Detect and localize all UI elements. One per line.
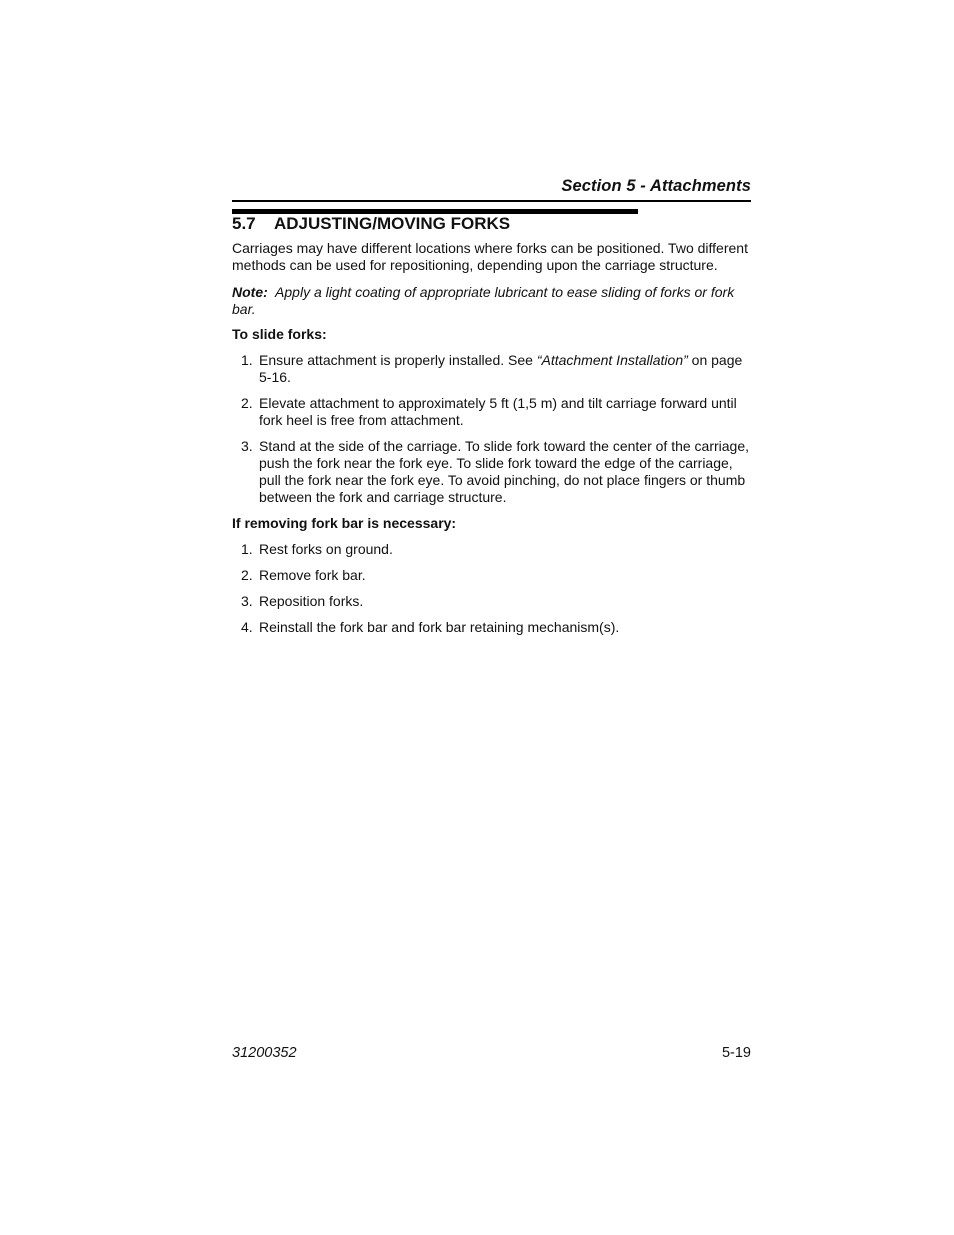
intro-paragraph: Carriages may have different locations where forks can be positioned. Two different methods can be used for repositioning, depending upon the carriage structure. xyxy=(232,240,748,273)
section-number: 5.7 xyxy=(232,214,256,233)
list-item xyxy=(232,395,754,429)
note-label: Note: xyxy=(232,284,268,300)
slide-forks-heading: To slide forks: xyxy=(232,326,327,342)
list-item xyxy=(232,567,754,584)
step-text: Rest forks on ground. xyxy=(259,541,393,557)
step-number: 3. xyxy=(241,438,253,454)
section-heading xyxy=(232,214,754,234)
step-number: 4. xyxy=(241,619,253,635)
page-body xyxy=(232,214,754,636)
step-text: Remove fork bar. xyxy=(259,567,366,583)
step-text-tail: on page 5-16. xyxy=(259,352,743,385)
step-text: Ensure attachment is properly installed. See xyxy=(259,352,537,368)
note-text: Apply a light coating of appropriate lubricant to ease sliding of forks or fork bar. xyxy=(232,284,735,317)
remove-fork-bar-heading: If removing fork bar is necessary: xyxy=(232,515,457,531)
page-number: 5-19 xyxy=(721,1045,751,1061)
step-number: 1. xyxy=(241,352,253,368)
step-number: 3. xyxy=(241,593,253,609)
step-number: 2. xyxy=(241,395,253,411)
step-text: Stand at the side of the carriage. To slide fork toward the center of the carriage, push the fork near the fork eye. To slide fork toward the edge of the carriage, pull the fork near the fork eye. To avoid pinching, do not place fingers or thumb between the fork and carriage structure. xyxy=(259,438,750,505)
step-text: Reposition forks. xyxy=(259,593,364,609)
section-title: ADJUSTING/MOVING FORKS xyxy=(274,214,511,233)
step-number: 2. xyxy=(241,567,253,583)
step-text: Elevate attachment to approximately 5 ft (1,5 m) and tilt carriage forward until fork heel is free from attachment. xyxy=(259,395,737,428)
running-header-section-title: Section 5 - Attachments xyxy=(561,177,751,195)
list-item xyxy=(232,541,754,558)
slide-forks-steps xyxy=(232,352,754,506)
list-item xyxy=(232,438,754,506)
cross-reference-link[interactable]: “Attachment Installation” xyxy=(536,352,688,368)
remove-fork-bar-steps xyxy=(232,541,754,636)
step-text: Reinstall the fork bar and fork bar retaining mechanism(s). xyxy=(259,619,620,635)
list-item xyxy=(232,593,754,610)
document-number: 31200352 xyxy=(232,1045,297,1061)
header-rule xyxy=(232,200,751,202)
list-item xyxy=(232,352,754,386)
step-number: 1. xyxy=(241,541,253,557)
list-item xyxy=(232,619,754,636)
note-paragraph xyxy=(232,284,754,318)
